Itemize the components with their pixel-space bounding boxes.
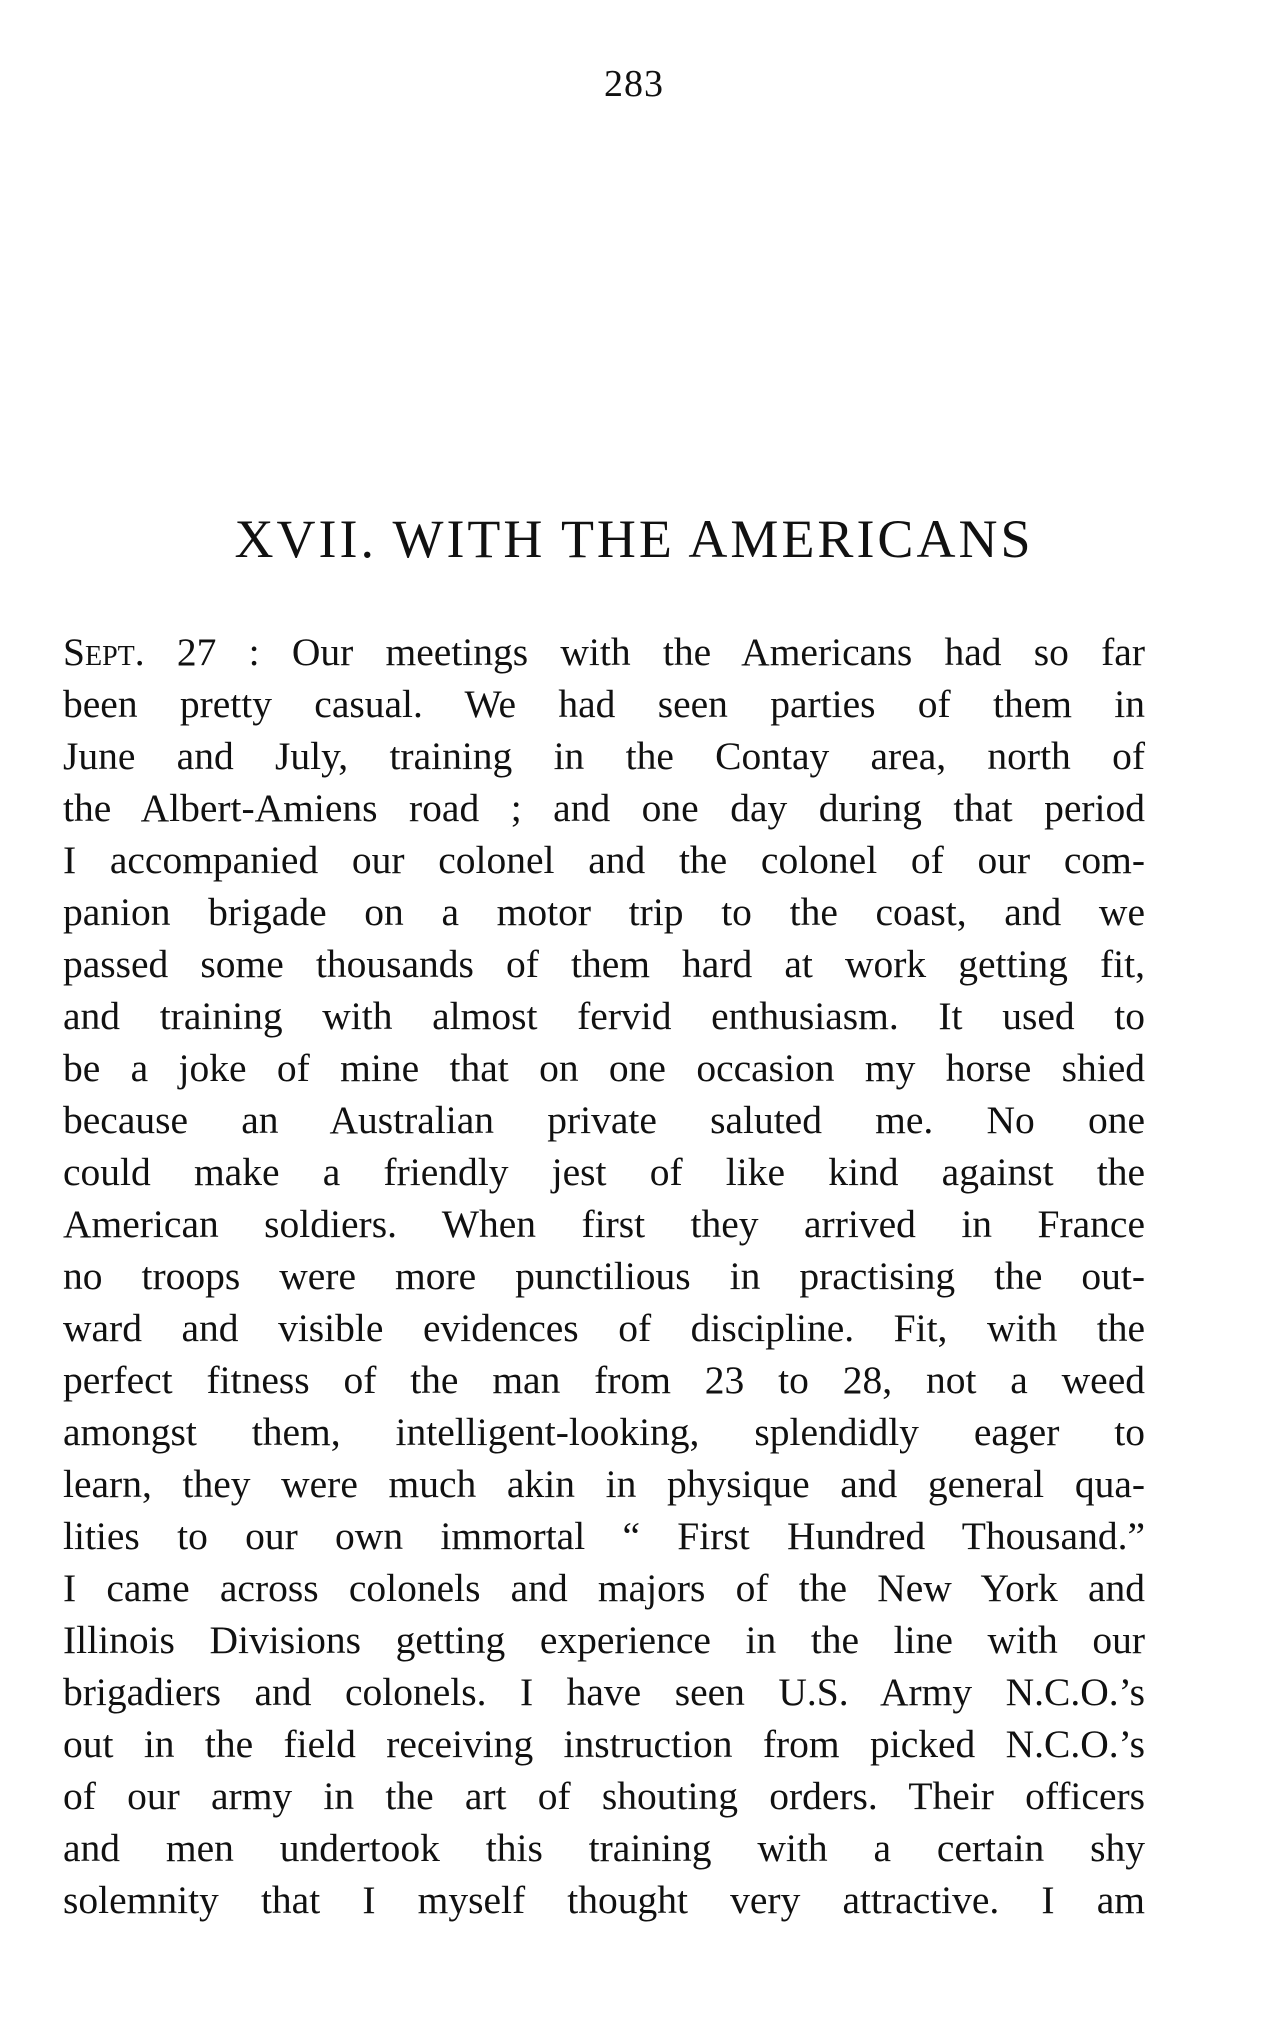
text-line-content: 27 : Our meetings with the Americans had so far bbox=[144, 630, 1145, 674]
text-line: of our army in the art of shouting orders. Their officers bbox=[63, 1774, 1145, 1818]
text-line: no troops were more punctilious in practising the out- bbox=[63, 1254, 1145, 1298]
body-text bbox=[63, 626, 1145, 1926]
text-line: could make a friendly jest of like kind against the bbox=[63, 1150, 1145, 1194]
text-line: Illinois Divisions getting experience in the line with our bbox=[63, 1618, 1145, 1662]
text-line: June and July, training in the Contay area, north of bbox=[63, 734, 1145, 778]
text-line: panion brigade on a motor trip to the coast, and we bbox=[63, 890, 1145, 934]
text-line: passed some thousands of them hard at work getting fit, bbox=[63, 942, 1145, 986]
text-line: out in the field receiving instruction from picked N.C.O.’s bbox=[63, 1722, 1145, 1766]
text-line: the Albert-Amiens road ; and one day during that period bbox=[63, 786, 1145, 830]
text-line: learn, they were much akin in physique and general qua- bbox=[63, 1462, 1145, 1506]
text-line: because an Australian private saluted me. No one bbox=[63, 1098, 1145, 1142]
text-line: I came across colonels and majors of the New York and bbox=[63, 1566, 1145, 1610]
text-line: ward and visible evidences of discipline. Fit, with the bbox=[63, 1306, 1145, 1350]
text-line: solemnity that I myself thought very attractive. I am bbox=[63, 1878, 1145, 1922]
text-line bbox=[63, 626, 1145, 678]
text-line: been pretty casual. We had seen parties of them in bbox=[63, 682, 1145, 726]
text-line: I accompanied our colonel and the colonel of our com- bbox=[63, 838, 1145, 882]
text-line: and men undertook this training with a certain shy bbox=[63, 1826, 1145, 1870]
text-line: lities to our own immortal “ First Hundred Thousand.” bbox=[63, 1514, 1145, 1558]
text-line: perfect fitness of the man from 23 to 28, not a weed bbox=[63, 1358, 1145, 1402]
date-label: Sept. bbox=[63, 630, 145, 674]
text-line: be a joke of mine that on one occasion my horse shied bbox=[63, 1046, 1145, 1090]
text-line: brigadiers and colonels. I have seen U.S. Army N.C.O.’s bbox=[63, 1670, 1145, 1714]
text-line: amongst them, intelligent-looking, splendidly eager to bbox=[63, 1410, 1145, 1454]
text-line: American soldiers. When first they arrived in France bbox=[63, 1202, 1145, 1246]
chapter-title: XVII. WITH THE AMERICANS bbox=[234, 509, 1034, 569]
page-number: 283 bbox=[604, 63, 664, 105]
text-line: and training with almost fervid enthusiasm. It used to bbox=[63, 994, 1145, 1038]
